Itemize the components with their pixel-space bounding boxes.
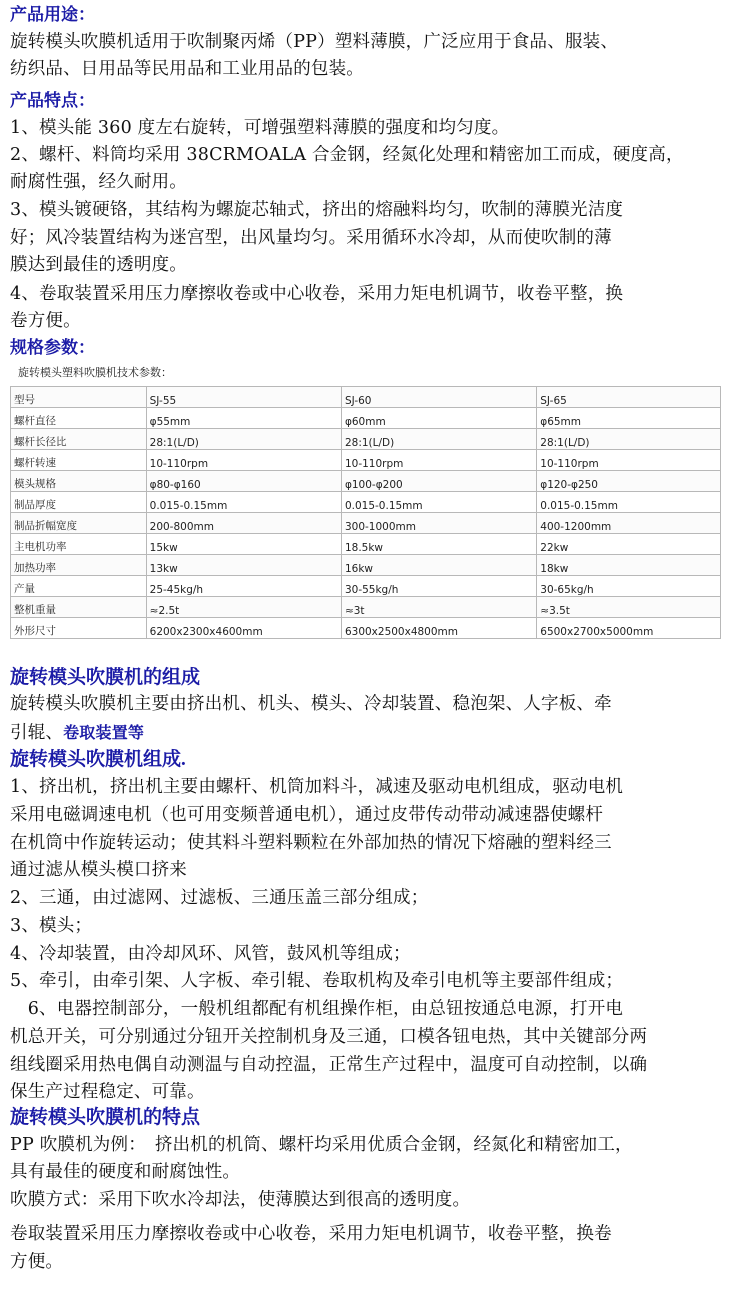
spec-table-row [11,450,721,471]
spec-param-name: 制品厚度 [11,492,147,513]
composition-line-2 [10,720,745,746]
spec-value-cell: 6500x2700x5000mm [537,618,721,639]
spec-param-name: 外形尺寸 [11,618,147,639]
spec-value-cell: 0.015-0.15mm [146,492,341,513]
detail-line-1: 1、挤出机，挤出机主要由螺杆、机筒加料斗，减速及驱动电机组成，驱动电机 [10,777,624,797]
machine-features-line-1: PP 吹膜机为例： 挤出机的机筒、螺杆均采用优质合金钢，经氮化和精密加工， [10,1135,633,1155]
specs-heading: 规格参数： [10,338,95,358]
spec-param-name: 型号 [11,387,147,408]
spec-value-cell: 25-45kg/h [146,576,341,597]
spec-value-cell: 300-1000mm [341,513,536,534]
spec-value-cell: 6300x2500x4800mm [341,618,536,639]
composition-highlight: 卷取装置等 [63,723,145,742]
spec-value-cell: ≈2.5t [146,597,341,618]
spec-table-row [11,471,721,492]
spec-value-cell: 30-55kg/h [341,576,536,597]
detail-line-9: 6、电器控制部分，一般机组都配有机组操作柜，由总钮按通总电源，打开电 [10,999,624,1019]
spec-param-name: 制品折幅宽度 [11,513,147,534]
spec-value-cell: 10-110rpm [341,450,536,471]
spec-value-cell: φ55mm [146,408,341,429]
spec-value-cell: φ65mm [537,408,721,429]
detail-line-2: 采用电磁调速电机（也可用变频普通电机），通过皮带传动带动减速器使螺杆 [10,805,604,825]
spec-table-row [11,513,721,534]
spec-value-cell: ≈3.5t [537,597,721,618]
spec-param-name: 主电机功率 [11,534,147,555]
features-line-6: 膜达到最佳的透明度。 [10,255,187,275]
detail-line-8: 5、牵引，由牵引架、人字板、牵引辊、卷取机构及牵引电机等主要部件组成； [10,971,624,991]
machine-features-line-4: 卷取装置采用压力摩擦收卷或中心收卷，采用力矩电机调节，收卷平整，换卷 [10,1224,612,1244]
usage-line-2: 纺织品、日用品等民用品和工业用品的包装。 [10,59,364,79]
spec-table-row [11,534,721,555]
usage-line-1: 旋转模头吹膜机适用于吹制聚丙烯（PP）塑料薄膜，广泛应用于食品、服装、 [10,32,619,52]
spec-value-cell: 6200x2300x4600mm [146,618,341,639]
spec-table-row [11,408,721,429]
features-line-4: 3、模头镀硬铬，其结构为螺旋芯轴式，挤出的熔融料均匀，吹制的薄膜光洁度 [10,200,624,220]
spec-value-cell: 28:1(L/D) [537,429,721,450]
spec-param-name: 模头规格 [11,471,147,492]
spec-table-caption: 旋转模头塑料吹膜机技术参数： [18,366,172,379]
spec-table-row [11,618,721,639]
detail-line-10: 机总开关，可分别通过分钮开关控制机身及三通，口模各钮电热，其中关键部分两 [10,1027,648,1047]
detail-line-6: 3、模头； [10,916,93,936]
spec-value-cell: 10-110rpm [146,450,341,471]
detail-line-7: 4、冷却装置，由冷却风环、风管，鼓风机等组成； [10,944,411,964]
spec-table [10,386,721,639]
machine-features-line-3: 吹膜方式：采用下吹水冷却法，使薄膜达到很高的透明度。 [10,1190,471,1210]
spec-table-image [10,360,744,650]
spec-value-cell: φ100-φ200 [341,471,536,492]
spec-table-row [11,387,721,408]
spec-value-cell: 400-1200mm [537,513,721,534]
spec-value-cell: 13kw [146,555,341,576]
spec-param-name: 整机重量 [11,597,147,618]
features-line-1: 1、模头能 360 度左右旋转，可增强塑料薄膜的强度和均匀度。 [10,118,510,138]
spec-value-cell: SJ-55 [146,387,341,408]
features-line-3: 耐腐性强，经久耐用。 [10,172,187,192]
spec-value-cell: 18.5kw [341,534,536,555]
spec-param-name: 加热功率 [11,555,147,576]
spec-value-cell: SJ-60 [341,387,536,408]
spec-param-name: 螺杆转速 [11,450,147,471]
spec-value-cell: SJ-65 [537,387,721,408]
composition-detail-heading: 旋转模头吹膜机组成. [10,749,186,770]
spec-table-row [11,597,721,618]
spec-value-cell: 0.015-0.15mm [341,492,536,513]
spec-table-row [11,555,721,576]
spec-value-cell: 0.015-0.15mm [537,492,721,513]
features-line-5: 好；风冷装置结构为迷宫型，出风量均匀。采用循环水冷却，从而使吹制的薄 [10,228,612,248]
machine-features-heading: 旋转模头吹膜机的特点 [10,1107,201,1128]
features-line-7: 4、卷取装置采用压力摩擦收卷或中心收卷，采用力矩电机调节，收卷平整，换 [10,284,624,304]
detail-line-12: 保生产过程稳定、可靠。 [10,1082,205,1102]
usage-heading: 产品用途： [10,5,95,25]
composition-line-2-text: 引辊、 [10,723,64,743]
spec-value-cell: 15kw [146,534,341,555]
spec-value-cell: 30-65kg/h [537,576,721,597]
spec-value-cell: 18kw [537,555,721,576]
machine-features-line-2: 具有最佳的硬度和耐腐蚀性。 [10,1162,241,1182]
features-line-2: 2、螺杆、料筒均采用 38CRMOALA 合金钢，经氮化处理和精密加工而成，硬度高， [10,145,684,165]
spec-value-cell: 28:1(L/D) [341,429,536,450]
spec-value-cell: φ80-φ160 [146,471,341,492]
features-heading: 产品特点： [10,91,95,111]
composition-heading: 旋转模头吹膜机的组成 [10,667,201,688]
spec-value-cell: ≈3t [341,597,536,618]
spec-value-cell: 16kw [341,555,536,576]
detail-line-5: 2、三通，由过滤网、过滤板、三通压盖三部分组成； [10,888,429,908]
spec-table-row [11,492,721,513]
machine-features-line-5: 方便。 [10,1252,64,1272]
detail-line-4: 通过滤从模头模口挤来 [10,860,187,880]
spec-table-row [11,576,721,597]
composition-line-1: 旋转模头吹膜机主要由挤出机、机头、模头、冷却装置、稳泡架、人字板、牵 [10,694,612,714]
spec-value-cell: φ60mm [341,408,536,429]
spec-param-name: 螺杆长径比 [11,429,147,450]
features-line-8: 卷方便。 [10,311,81,331]
detail-line-3: 在机筒中作旋转运动；使其料斗塑料颗粒在外部加热的情况下熔融的塑料经三 [10,833,612,853]
spec-param-name: 螺杆直径 [11,408,147,429]
spec-table-row [11,429,721,450]
detail-line-11: 组线圈采用热电偶自动测温与自动控温，正常生产过程中，温度可自动控制，以确 [10,1055,648,1075]
spec-value-cell: 200-800mm [146,513,341,534]
spec-param-name: 产量 [11,576,147,597]
spec-value-cell: φ120-φ250 [537,471,721,492]
spec-value-cell: 10-110rpm [537,450,721,471]
spec-value-cell: 22kw [537,534,721,555]
spec-value-cell: 28:1(L/D) [146,429,341,450]
